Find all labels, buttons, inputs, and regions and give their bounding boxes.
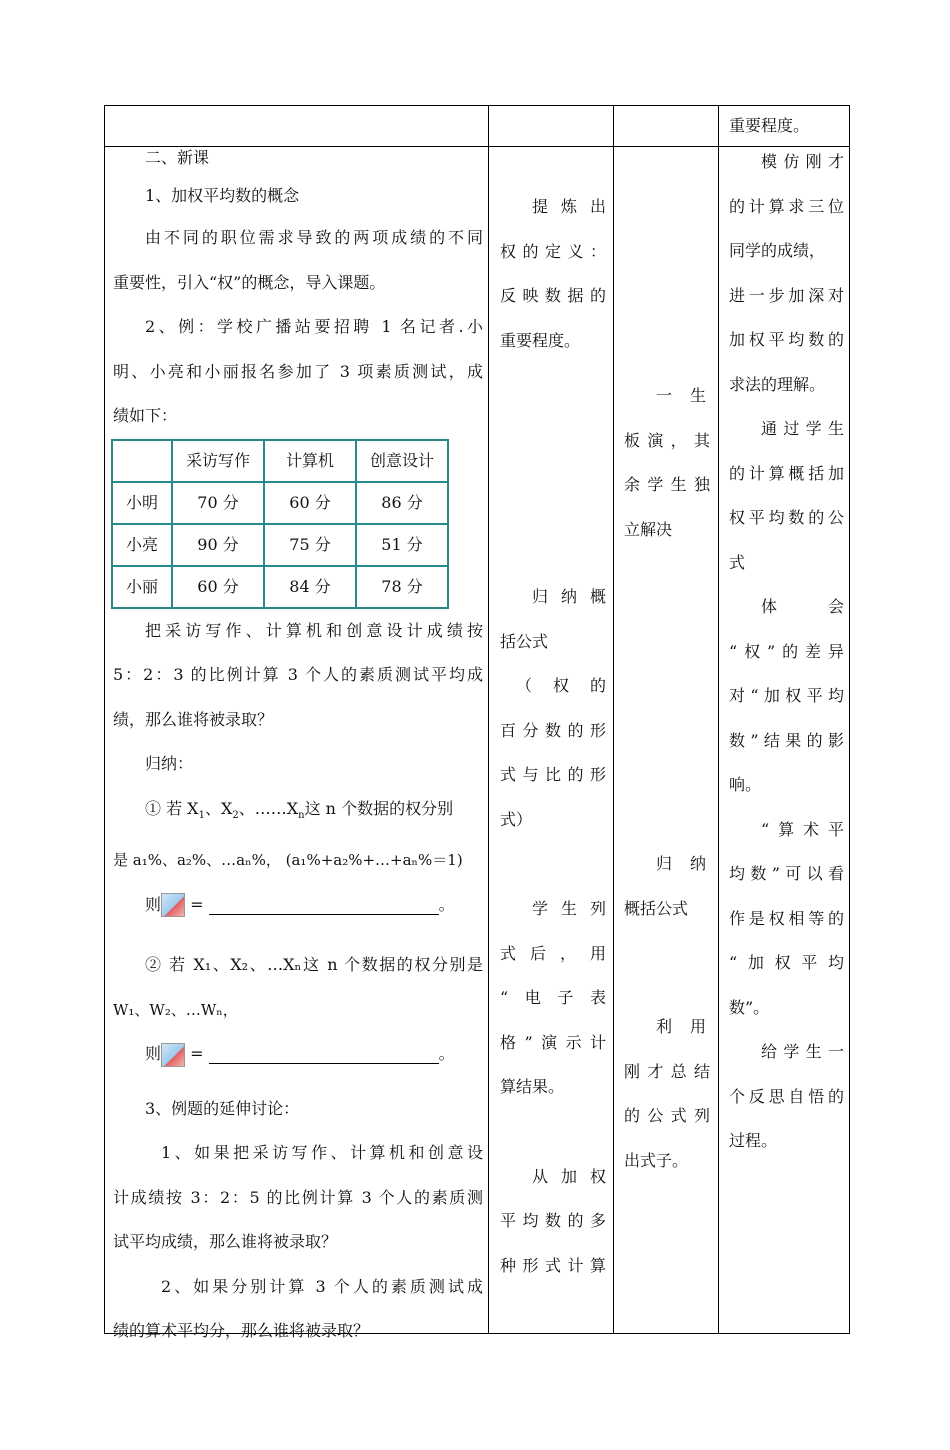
col2-line: 式后，用 [500, 943, 606, 963]
period: 。 [438, 894, 455, 914]
col4-line: 求法的理解。 [729, 374, 826, 394]
discussion-line: 绩的算术平均分，那么谁将被录取？ [113, 1321, 370, 1341]
col4-line: 加权平均数的 [729, 330, 844, 349]
table-cell: 小丽 [112, 566, 172, 608]
weighted-mean-image-icon [161, 893, 185, 917]
col4-line: “加权平均 [729, 953, 844, 972]
col2-line: 归纳概 [532, 587, 606, 606]
answer-blank[interactable] [209, 896, 439, 915]
col4-line: 对“加权平均 [729, 686, 844, 705]
col4-line: “算术平 [761, 819, 844, 839]
col3-line: 余学生独 [624, 475, 710, 494]
table-row [112, 566, 448, 608]
formula-text: ① 若 X [145, 798, 199, 818]
table-row [112, 524, 448, 566]
weighted-mean-image-icon [161, 1043, 185, 1067]
period: 。 [438, 1044, 455, 1064]
col4-line: 过程。 [729, 1131, 778, 1150]
col2-line: 提炼出 [532, 197, 606, 216]
column-divider [613, 106, 614, 1333]
column-design-intent [729, 140, 844, 1164]
col4-line: “权”的差异 [729, 641, 844, 661]
col4-line: 模仿刚才 [761, 152, 844, 171]
table-cell: 小明 [112, 482, 172, 524]
formula-text: 、X [204, 798, 233, 818]
col4-line: 数”。 [729, 997, 770, 1017]
table-cell: 小亮 [112, 524, 172, 566]
col2-line: （权的 [516, 676, 606, 695]
table-cell: 70 分 [172, 482, 264, 524]
col3-line: 概括公式 [624, 898, 689, 918]
col2-line: 算结果。 [500, 1077, 565, 1096]
formula2-result [113, 1032, 483, 1077]
table-cell: 78 分 [356, 566, 448, 608]
table-cell: 51 分 [356, 524, 448, 566]
col3-line: 的公式列 [624, 1106, 710, 1125]
table-header [112, 440, 172, 482]
col2-line: 学生列 [532, 899, 606, 918]
item2-line: 明、小亮和小丽报名参加了 3 项素质测试，成 [113, 361, 483, 381]
question-line: 5：2：3 的比例计算 3 个人的素质测试平均成 [113, 665, 483, 684]
col4-line: 个反思自悟的 [729, 1086, 844, 1106]
col3-line: 归纳 [656, 854, 706, 873]
column-divider [488, 106, 489, 1333]
column-teaching-content [113, 140, 483, 1354]
col4-line: 体会 [761, 597, 844, 616]
summary-title: 归纳： [145, 754, 194, 773]
col2-line: 格”演示计 [500, 1032, 606, 1052]
discussion-line: 1、如果把采访写作、计算机和创意设 [161, 1143, 483, 1163]
col2-line: 权的定义： [500, 241, 606, 261]
table-header-row [112, 440, 448, 482]
col2-line: 重要程度。 [500, 330, 581, 350]
discussion-line: 计成绩按 3：2：5 的比例计算 3 个人的素质测 [113, 1187, 483, 1207]
col2-line: 种形式计算 [500, 1255, 606, 1275]
table-header: 创意设计 [356, 440, 448, 482]
col4-line: 通过学生 [761, 419, 844, 438]
equals-sign: = [190, 1044, 204, 1064]
column-teacher-activity [500, 185, 606, 1288]
col2-line: 百分数的形 [500, 720, 606, 740]
col4-line: 同学的成绩， [729, 241, 826, 260]
item1-body-line: 重要性，引入“权”的概念，导入课题。 [113, 272, 386, 292]
cell-text: 重要程度。 [729, 116, 810, 135]
column-student-activity [624, 374, 710, 1183]
formula1-line: ① 若 $X_1$、$X_2$、$\dots\dots X_n$这 n 个数据的权分别 [145, 798, 454, 821]
col4-line: 均数”可以看 [729, 864, 844, 883]
col2-line: 反映数据的 [500, 286, 606, 305]
section-title: 二、新课 [145, 148, 210, 167]
score-table [111, 439, 449, 609]
then-label: 则 [145, 1044, 162, 1064]
table-header: 计算机 [264, 440, 356, 482]
formula-text: 这 n 个数据的权分别 [304, 798, 454, 818]
table-header: 采访写作 [172, 440, 264, 482]
table-cell: 90 分 [172, 524, 264, 566]
col2-line: 式与比的形 [500, 765, 606, 784]
table-row [112, 482, 448, 524]
item1-body-line: 由不同的职位需求导致的两项成绩的不同 [145, 228, 483, 247]
formula2-line: W₁、W₂、…Wₙ， [113, 1000, 238, 1019]
table-cell: 84 分 [264, 566, 356, 608]
col4-line: 权平均数的公 [729, 508, 844, 527]
col3-line: 板演，其 [624, 430, 710, 450]
formula1-result [113, 883, 483, 928]
col3-line: 一生 [656, 386, 706, 405]
col2-line: 式） [500, 809, 533, 829]
item2-line: 2、例：学校广播站要招聘 1 名记者.小 [145, 317, 483, 336]
col4-line: 作是权相等的 [729, 908, 844, 928]
question-line: 把采访写作、计算机和创意设计成绩按 [145, 620, 483, 640]
equals-sign: = [190, 894, 204, 914]
formula2-line: ② 若 X₁、X₂、…Xₙ这 n 个数据的权分别是 [145, 955, 483, 975]
discussion-line: 试平均成绩，那么谁将被录取？ [113, 1232, 338, 1252]
col2-line: “电子表 [500, 988, 606, 1007]
table-cell: 75 分 [264, 524, 356, 566]
formula1-line: 是 a₁%、a₂%、…aₙ%， (a₁%+a₂%+…+aₙ%＝1) [113, 851, 463, 870]
question-line: 绩，那么谁将被录取？ [113, 709, 274, 729]
col3-line: 利用 [656, 1017, 706, 1036]
col4-line: 数”结果的影 [729, 730, 844, 750]
formula-text: 、……X [238, 798, 299, 818]
col4-line: 响。 [729, 775, 762, 794]
col2-line: 平均数的多 [500, 1211, 606, 1230]
col2-line: 从加权 [532, 1166, 606, 1186]
item1-title: 1、加权平均数的概念 [145, 186, 300, 205]
answer-blank[interactable] [209, 1045, 439, 1064]
column-divider [718, 106, 719, 1333]
item3-title: 3、例题的延伸讨论： [145, 1098, 300, 1118]
item2-line: 绩如下： [113, 406, 178, 425]
col4-line: 的计算概括加 [729, 463, 844, 483]
lesson-table [104, 105, 850, 1341]
table-cell: 60 分 [172, 566, 264, 608]
table-cell: 60 分 [264, 482, 356, 524]
col3-line: 刚才总结 [624, 1061, 710, 1081]
col3-line: 出式子。 [624, 1150, 689, 1170]
col4-line: 给学生一 [761, 1042, 844, 1061]
col3-line: 立解决 [624, 519, 673, 539]
discussion-line: 2、如果分别计算 3 个人的素质测试成 [161, 1276, 483, 1296]
col2-line: 括公式 [500, 631, 549, 651]
col4-line: 进一步加深对 [729, 285, 844, 305]
col4-line: 的计算求三位 [729, 196, 844, 216]
col4-line: 式 [729, 552, 746, 572]
then-label: 则 [145, 894, 162, 914]
table-cell: 86 分 [356, 482, 448, 524]
